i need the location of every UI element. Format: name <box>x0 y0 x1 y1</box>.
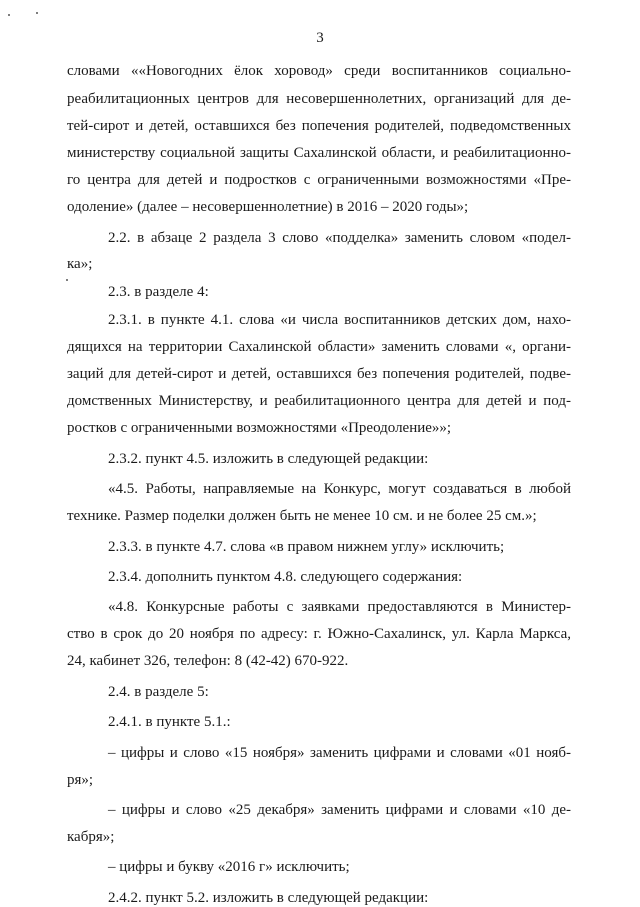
text-line: 24, кабинет 326, телефон: 8 (42-42) 670-922. <box>67 653 349 669</box>
scan-speck <box>8 14 10 16</box>
text-line: словами ««Новогодних ёлок хоровод» среди воспитанников социально- <box>67 63 571 79</box>
text-line: ство в срок до 20 ноября по адресу: г. Южно-Сахалинск, ул. Карла Маркса, <box>67 626 571 642</box>
text-line: 2.3.3. в пункте 4.7. слова «в правом нижнем углу» исключить; <box>108 539 505 555</box>
text-line: дящихся на территории Сахалинской области» заменить словами «, органи- <box>67 339 571 355</box>
text-line: домственных Министерству, и реабилитационного центра для детей и под- <box>67 393 571 409</box>
text-line: 2.3.1. в пункте 4.1. слова «и числа воспитанников детских дом, нахо- <box>108 312 571 328</box>
text-line: ря»; <box>67 772 94 788</box>
text-line: одоление» (далее – несовершеннолетние) в 2016 – 2020 годы»; <box>67 199 469 215</box>
scan-speck <box>66 279 68 281</box>
text-line: 2.2. в абзаце 2 раздела 3 слово «подделка» заменить словом «подел- <box>108 230 571 246</box>
text-line: – цифры и букву «2016 г» исключить; <box>108 859 350 875</box>
text-line: кабря»; <box>67 829 115 845</box>
text-line: го центра для детей и подростков с ограниченными возможностями «Пре- <box>67 172 571 188</box>
text-line: 2.4.1. в пункте 5.1.: <box>108 714 231 730</box>
page-number: 3 <box>316 30 324 46</box>
text-line: 2.3.4. дополнить пунктом 4.8. следующего содержания: <box>108 569 463 585</box>
text-line: министерству социальной защиты Сахалинской области, и реабилитационно- <box>67 145 571 161</box>
text-line: «4.5. Работы, направляемые на Конкурс, могут создаваться в любой <box>108 481 571 497</box>
text-line: 2.4. в разделе 5: <box>108 684 209 700</box>
text-line: реабилитационных центров для несовершеннолетних, организаций для де- <box>67 91 571 107</box>
text-line: – цифры и слово «25 декабря» заменить цифрами и словами «10 де- <box>108 802 571 818</box>
text-line: ростков с ограниченными возможностями «Преодоление»»; <box>67 420 452 436</box>
text-line: «4.8. Конкурсные работы с заявками предоставляются в Министер- <box>108 599 571 615</box>
scan-speck <box>36 12 38 14</box>
text-line: 2.3.2. пункт 4.5. изложить в следующей редакции: <box>108 451 429 467</box>
text-line: 2.4.2. пункт 5.2. изложить в следующей редакции: <box>108 890 429 906</box>
text-line: заций для детей-сирот и детей, оставшихся без попечения родителей, подве- <box>67 366 571 382</box>
text-line: технике. Размер поделки должен быть не менее 10 см. и не более 25 см.»; <box>67 508 537 524</box>
text-line: тей-сирот и детей, оставшихся без попечения родителей, подведомственных <box>67 118 571 134</box>
text-line: – цифры и слово «15 ноября» заменить цифрами и словами «01 нояб- <box>108 745 571 761</box>
text-line: 2.3. в разделе 4: <box>108 284 209 300</box>
text-line: ка»; <box>67 256 93 272</box>
